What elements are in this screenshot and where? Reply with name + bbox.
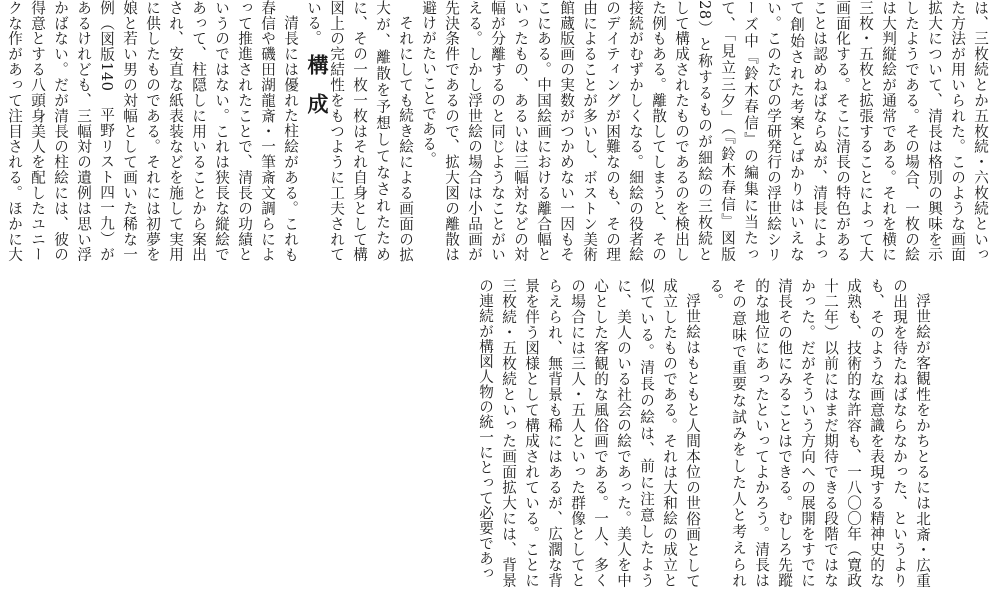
paragraph: 清長には優れた柱絵がある。これも春信や磯田湖龍斎・一筆斎文調らによって推進されたことで、清長の功績というのではない。これは狭長な縦絵であって、柱隠しに用いることから案出され、安直な紙表装などを施して実用に供したものである。それには初夢を娘と若い男の対幅として画いた稀な一例（図版140 平野リスト四一九）があるけれども、三幅対の遺例は思い浮かばない。だが清長の柱絵には、彼の得意とする八頭身美人を配したユニークな作があって注目される。ほかに大: [6, 0, 299, 262]
paragraph: 浮世絵はもともと人間本位の世俗画として成立したものである。それは大和絵の成立と似ている。清長の絵は、前に注意したように、美人のいる社会の絵であった。美人を中心とした客観的な風俗画である。一人、多くの場合には三人・五人といった群像としてとらえられ、無背景も稀にはあるが、広濶な背景を伴う図様として構成されている。ことに三枚続・五枚続といった画面拡大には、背景の連続が構図人物の統一にとって必要であっ: [477, 278, 701, 588]
upper-text-block: [0, 0, 992, 262]
section-heading: 構成: [305, 54, 330, 132]
lower-text-block: [0, 278, 992, 588]
paragraph: 浮世絵が客観性をかちとるには北斎・広重の出現を待たねばならなかった、というよりも、そのような画意識を表現する精神史的な成熟も、技術的な許容も、一八〇〇年（寛政十二年）以前にはまだ期待できる段階ではなかった。だがそういう方向への展開をすでに清長その他にみることはできる。むしろ先蹤的な地位にあったといってよかろう。清長はその意味で重要な試みをした人と考えられる。: [707, 278, 931, 588]
paragraph: は、三枚続とか五枚続・六枚続といった方法が用いられた。このような画面拡大について、清長は格別の興味を示したようである。その場合、一枚の絵は大判縦絵が通常である。それを横に三枚・五枚と拡張することによって大画面化する。そこに清長の特色があることは認めねばならぬが、清長によって創始された考案とばかりはいえない。このたびの学研発行の浮世絵シリーズ中『鈴木春信』の編集に当たって、「見立三夕」（『鈴木春信』図版28）と称するものが細絵の三枚続として構成されたものであるのを検出した例もある。離散してしまうと、その接続がむずかしくなる。細絵の役者絵のデイティングが困難なのも、その理由によることが多いし、ボストン美術館蔵版画の実数がつかめない一因もそこにある。中国絵画における離合幅といったもの、あるいは三幅対などの対幅が分離するのと同じようなことがいえる。しかし浮世絵の場合は小品画が先決条件であるので、拡大図の離散は避けがたいことである。: [420, 0, 989, 262]
paragraph: それにしても続き絵による画面の拡大が、離散を予想してなされたために、その一枚一枚はそれ自身として構図上の完結性をもつように工夫されている。: [305, 0, 414, 262]
